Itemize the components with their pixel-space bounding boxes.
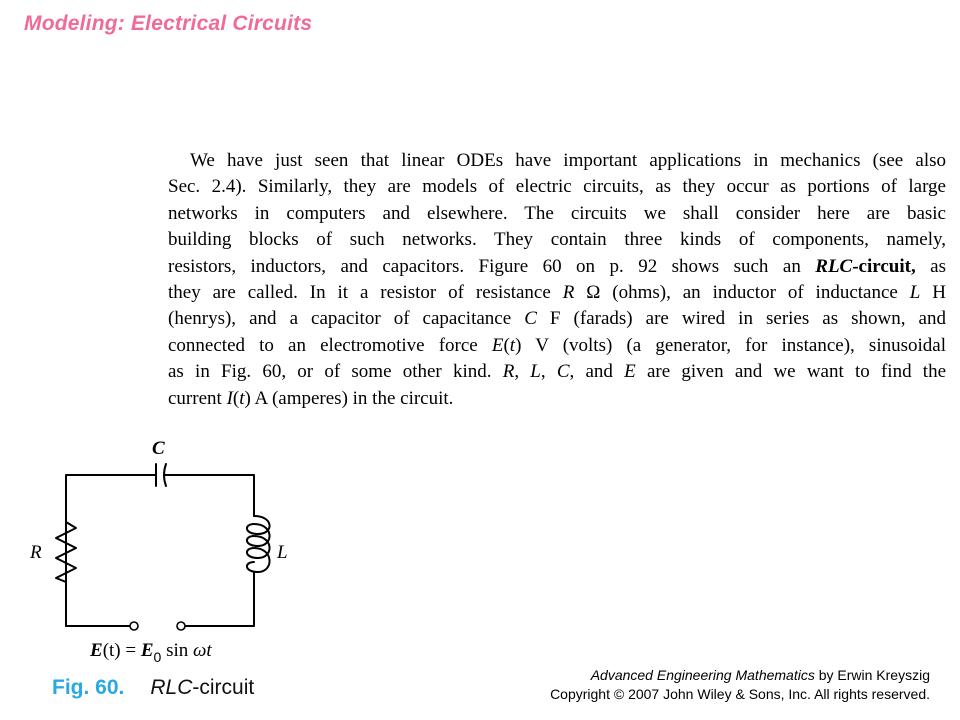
resistor-label: R xyxy=(30,542,42,563)
source-credit xyxy=(550,666,930,704)
slide-title: Modeling: Electrical Circuits xyxy=(24,12,313,35)
paragraph-line: Sec. 2.4). Similarly, they are models of electric circuits, as they occur as portions of large xyxy=(168,176,946,198)
figure-name: RLC-circuit xyxy=(150,676,255,699)
terminal-right xyxy=(177,622,185,630)
paragraph-line: (henrys), and a capacitor of capacitance C F (farads) are wired in series as shown, and xyxy=(168,308,946,330)
paragraph-line: they are called. In it a resistor of resistance R Ω (ohms), an inductor of inductance L H xyxy=(168,282,946,304)
paragraph-line: current I(t) A (amperes) in the circuit. xyxy=(168,387,454,409)
terminal-left xyxy=(130,622,138,630)
inductor-label: L xyxy=(277,542,288,563)
wire-bottom-right xyxy=(185,572,254,626)
paragraph-line: We have just seen that linear ODEs have important applications in mechanics (see also xyxy=(190,150,946,171)
paragraph-line: building blocks of such networks. They contain three kinds of components, namely, xyxy=(168,229,946,251)
rlc-circuit-diagram xyxy=(20,430,320,670)
body-paragraph xyxy=(168,148,946,412)
paragraph-line: networks in computers and elsewhere. The circuits we shall consider here are basic xyxy=(168,202,946,224)
wire-top-left xyxy=(66,475,156,626)
book-credit: Advanced Engineering Mathematics by Erwin Kreyszig xyxy=(590,667,930,683)
copyright-notice: Copyright © 2007 John Wiley & Sons, Inc. All rights reserved. xyxy=(550,686,930,702)
paragraph-line: as in Fig. 60, or of some other kind. R, L, C, and E are given and we want to find the xyxy=(168,361,947,383)
paragraph-line: connected to an electromotive force E(t) V (volts) (a generator, for instance), sinusoidal xyxy=(168,334,946,356)
paragraph-line: resistors, inductors, and capacitors. Figure 60 on p. 92 shows such an RLC-circuit, as xyxy=(168,255,947,277)
inductor xyxy=(247,516,270,572)
source-equation: $E(t) = E_0$ sin ωt xyxy=(90,640,212,665)
wire-bottom-left xyxy=(66,582,130,626)
capacitor-label: C xyxy=(152,438,165,459)
figure-caption xyxy=(52,676,254,706)
wire-top-right xyxy=(165,475,254,516)
figure-number: Fig. 60. xyxy=(52,676,125,699)
